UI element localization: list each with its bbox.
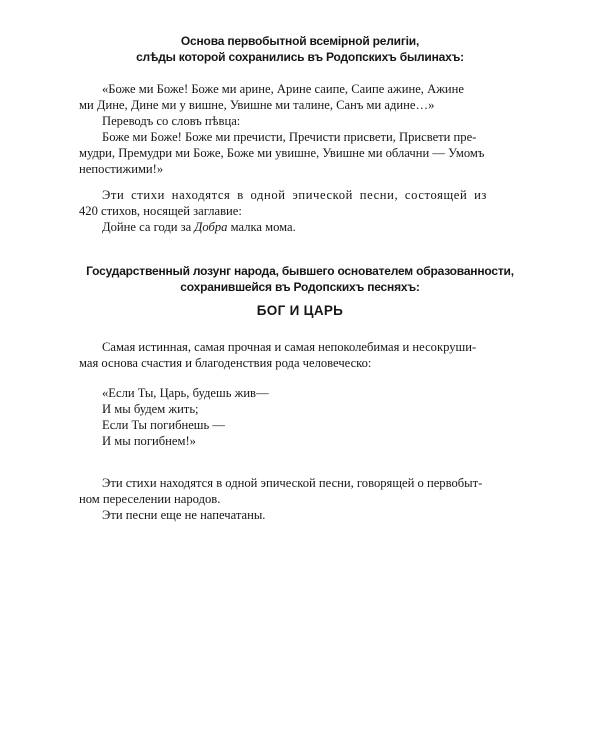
song-title-pre: Дойне са годи за (102, 220, 195, 234)
translation-line: непостижими!» (79, 162, 164, 176)
closing-paragraph-cont (79, 491, 220, 507)
closing-line: ном переселении народов. (79, 492, 221, 506)
note-line: Эти стихи находятся в одной эпической песни, состоящей из (102, 188, 488, 202)
note-line: 420 стихов, носящей заглавие: (79, 204, 242, 218)
song-title-post: малка мома. (227, 220, 296, 234)
translation-line: Боже ми Боже! Боже ми пречисти, Пречисти присвети, Присвети пре- (102, 130, 477, 144)
heading-line: Государственный лозунг народа, бывшего основателем образованности, (86, 264, 514, 278)
note-paragraph-cont (79, 203, 242, 219)
body-line: Самая истинная, самая прочная и самая непоколебимая и несокруши- (102, 340, 477, 354)
song-title (102, 219, 296, 235)
body-line: мая основа счастия и благоденствия рода человеческо: (79, 356, 372, 370)
section-heading-religion (0, 33, 600, 65)
verse-line: «Если Ты, Царь, будешь жив— (102, 386, 269, 400)
verse-line: Если Ты погибнешь — (102, 418, 225, 432)
body-paragraph-cont (79, 355, 371, 371)
song-title-italic: Добра (194, 220, 228, 234)
translation-line: мудри, Премудри ми Боже, Боже ми увишне, Увишне ми облачни — Умомъ (79, 146, 485, 160)
verse-line: И мы будем жить; (102, 402, 199, 416)
quote-paragraph (102, 81, 464, 97)
closing-note (102, 507, 265, 523)
note-paragraph (102, 187, 487, 203)
body-paragraph (102, 339, 476, 355)
section-title: БОГ И ЦАРЬ (256, 303, 344, 318)
translation-paragraph (102, 129, 476, 145)
closing-paragraph (102, 475, 482, 491)
quote-paragraph-cont (79, 97, 434, 113)
section-heading-slogan (0, 263, 600, 295)
heading-line: сохранившейся въ Родопскихъ песняхъ: (180, 280, 420, 294)
heading-line: слѣды которой сохранились въ Родопскихъ былинахъ: (136, 50, 464, 64)
quote-line: ми Дине, Дине ми у вишне, Увишне ми талине, Санъ ми адине…» (79, 98, 435, 112)
closing-line: Эти песни еще не напечатаны. (102, 508, 266, 522)
closing-line: Эти стихи находятся в одной эпической песни, говорящей о первобыт- (102, 476, 483, 490)
verse-line: И мы погибнем!» (102, 434, 196, 448)
verse-block (102, 385, 269, 449)
translation-paragraph-cont (79, 145, 484, 177)
heading-line: Основа первобытной всемiрной религiи, (180, 34, 420, 48)
quote-line: «Боже ми Боже! Боже ми арине, Арине саипе, Саипе ажине, Ажине (102, 82, 464, 96)
translation-intro: Переводъ со словъ пѣвца: (102, 114, 241, 128)
